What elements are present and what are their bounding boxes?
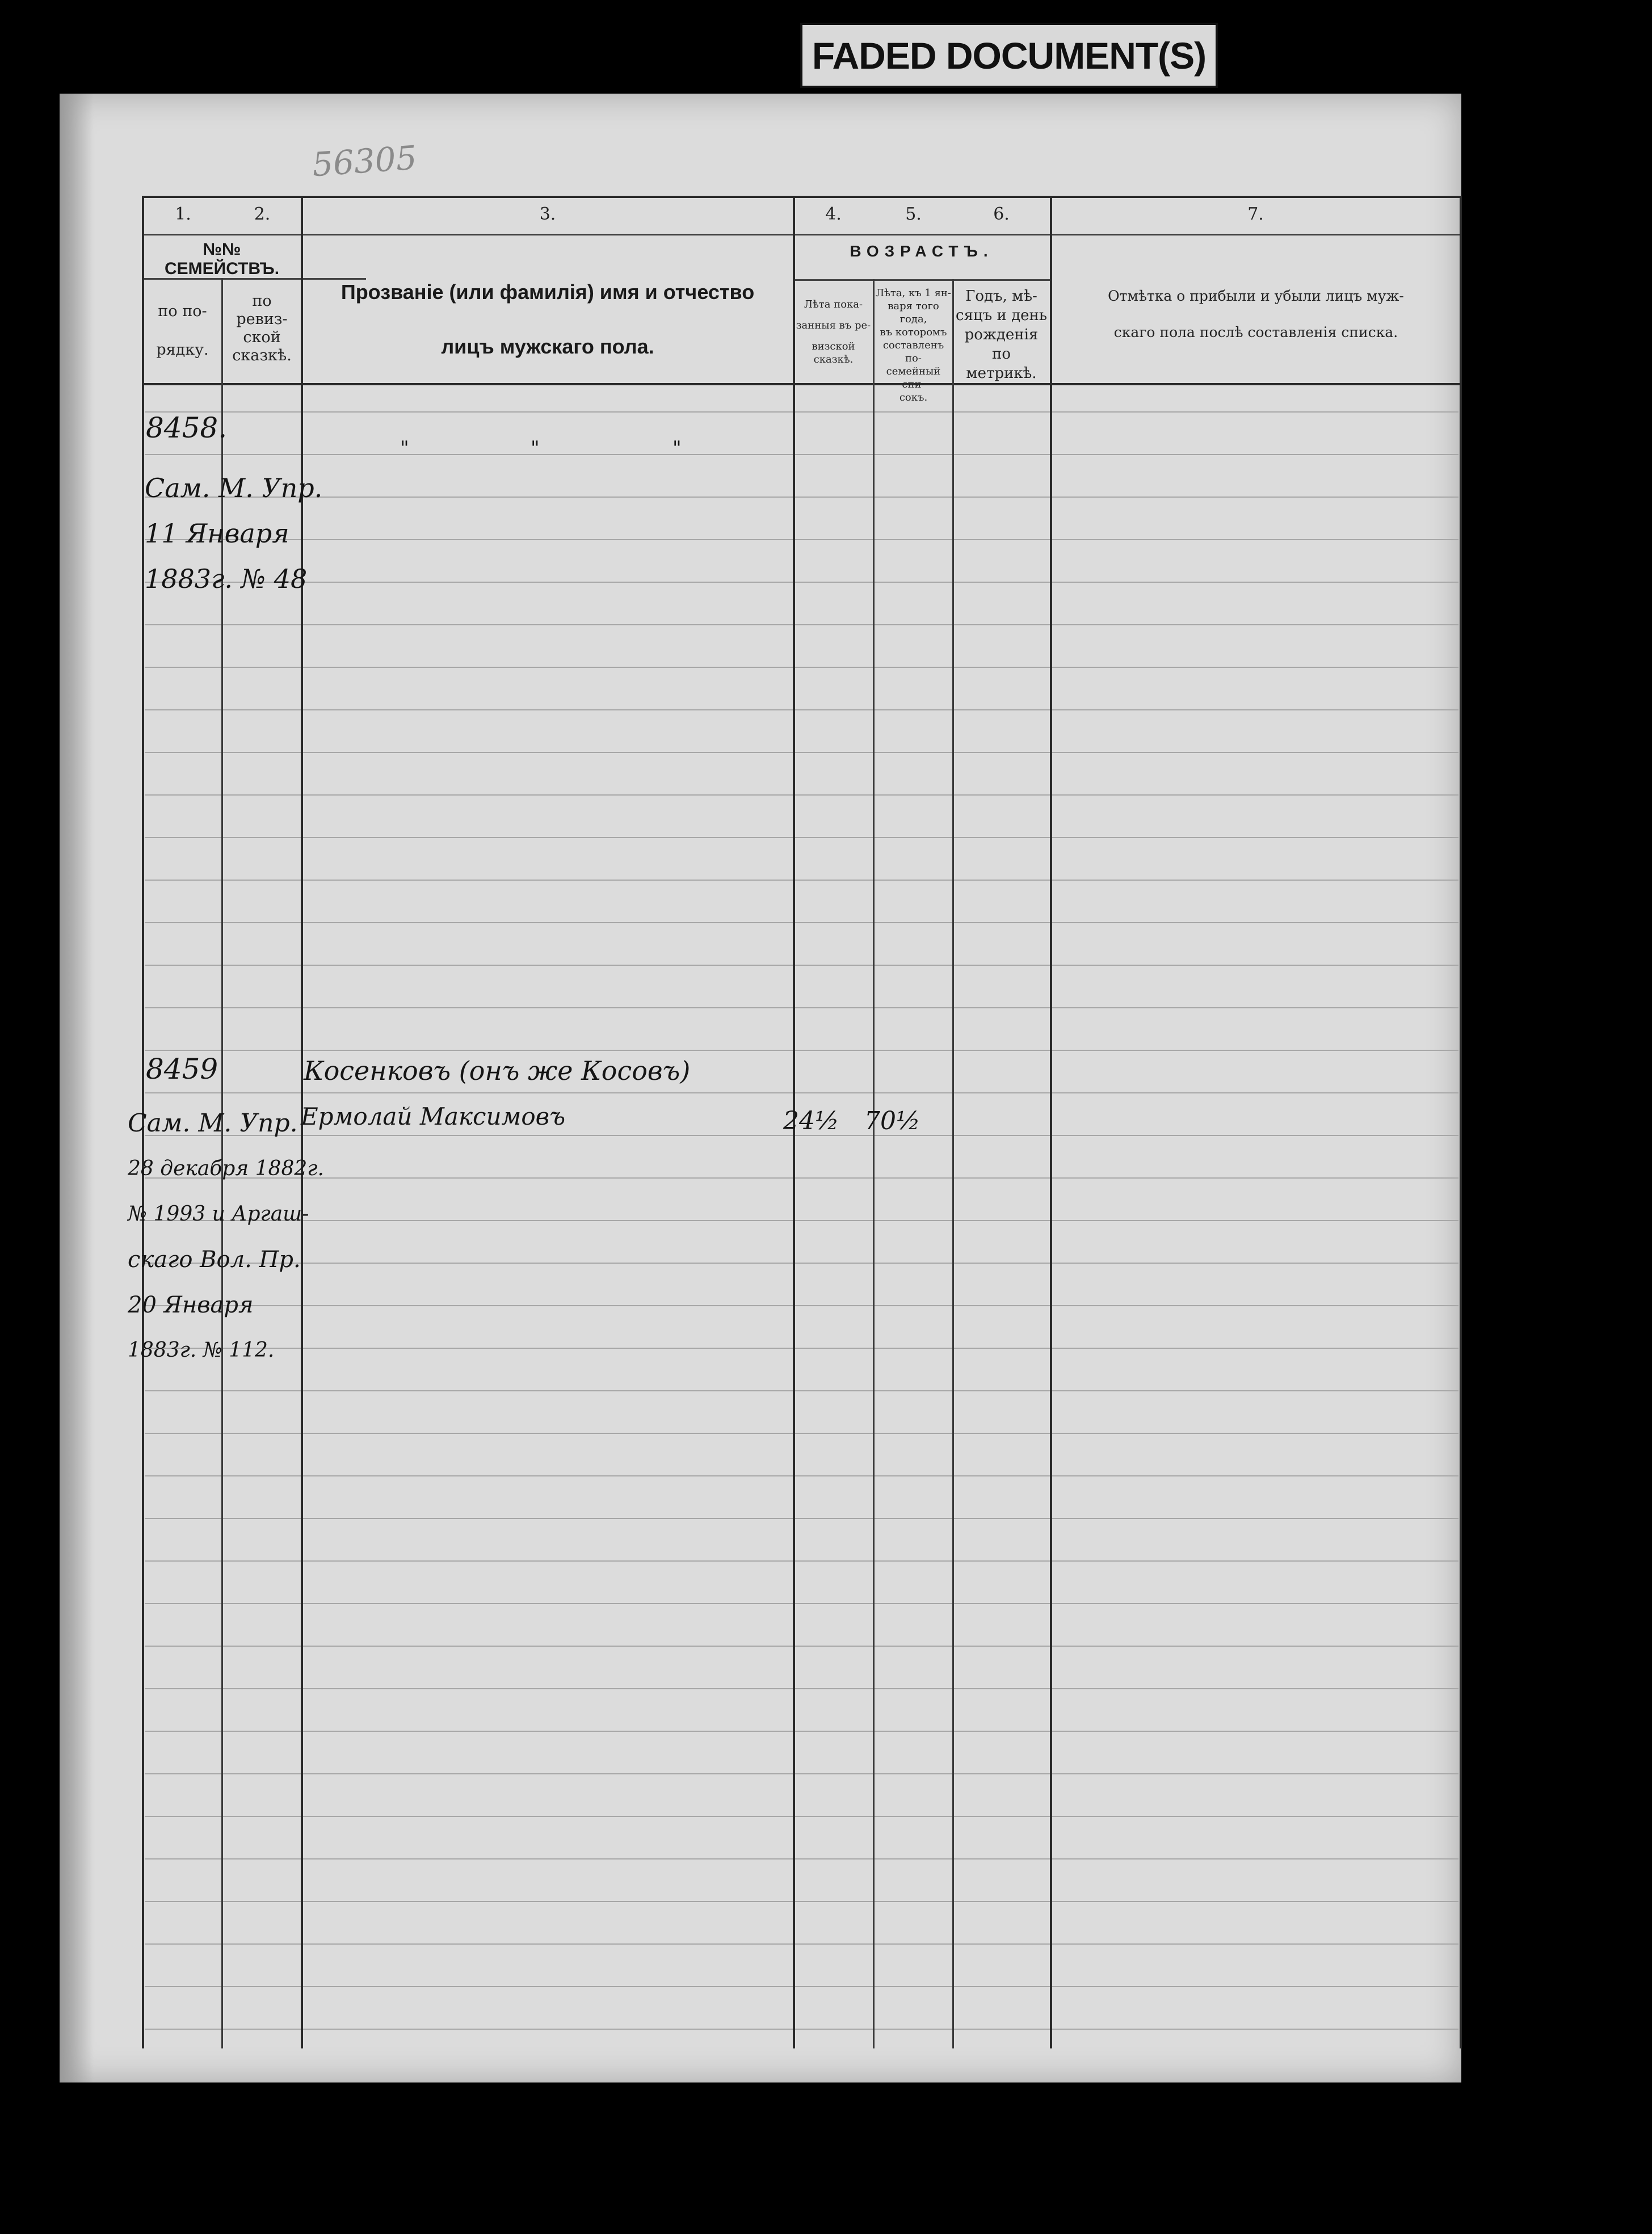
entry-source-line: 1883г. № 112. [128, 1339, 275, 1362]
entry-given-name: Ермолай Максимовъ [301, 1103, 566, 1130]
col5-header-line4: составленъ по- [882, 339, 944, 364]
header-bottom-border [142, 383, 1461, 385]
ruling-line [145, 1050, 1458, 1051]
ruling-line [145, 1858, 1458, 1859]
col1-header [145, 292, 220, 369]
ruling-line [145, 1943, 1458, 1945]
col2-header-line3: сказкѣ. [232, 347, 292, 364]
ditto-mark: " [531, 437, 540, 460]
col4-header-line2: занныя въ ре- [796, 319, 871, 331]
ruling-line [145, 1646, 1458, 1647]
ruling-line [145, 1603, 1458, 1604]
ruling-line [145, 794, 1458, 796]
col6-header-line2: сяцъ и день [956, 307, 1047, 324]
archive-number: 56305 [310, 138, 418, 184]
col6-header-line1: Годъ, мѣ- [965, 288, 1037, 305]
entry-number: 8458. [146, 411, 228, 444]
col3-header-line2: лицъ мужскаго пола. [441, 335, 654, 358]
col7-header [1054, 278, 1458, 351]
ruling-line [145, 1475, 1458, 1476]
col5-header [875, 287, 952, 404]
table-top-border [142, 196, 1461, 198]
ruling-line [145, 965, 1458, 966]
col2-header-line2: ской [243, 329, 281, 346]
col-number-3: 3. [539, 204, 556, 224]
col7-header-line1: Отмѣтка о прибыли и убыли лицъ муж- [1108, 288, 1404, 304]
ruling-line [145, 1092, 1458, 1093]
entry-source-line: 1883г. № 48 [145, 563, 308, 594]
entry-age-revision: 24½ [783, 1107, 839, 1135]
col7-right-border [1460, 196, 1462, 2048]
subheader-line [142, 234, 1461, 235]
ruling-line [145, 2029, 1458, 2030]
col1-header-line2: рядку. [156, 341, 209, 359]
ditto-mark: " [672, 437, 682, 460]
ruling-line [145, 880, 1458, 881]
col5-header-line2: варя того года, [888, 300, 939, 325]
col-number-6: 6. [993, 204, 1010, 224]
col5-header-line3: въ которомъ [880, 326, 947, 338]
age-title: ВОЗРАСТЪ. [850, 242, 994, 260]
col6-header-line3: рожденiя [964, 326, 1039, 343]
ruling-line [145, 1816, 1458, 1817]
col4-col5-divider [873, 279, 875, 2048]
entry-source [128, 1101, 366, 1373]
col7-header-line2: скаго пола послѣ составленiя списка. [1113, 324, 1398, 340]
col6-col7-divider [1050, 196, 1052, 2048]
ruling-line [145, 1731, 1458, 1732]
ruling-line [145, 667, 1458, 668]
col2-header [224, 292, 300, 365]
col2-header-line1: по ревиз- [236, 292, 288, 328]
col5-header-line6: сокъ. [899, 392, 928, 403]
census-page [60, 94, 1461, 2082]
col-number-4: 4. [825, 204, 842, 224]
ruling-line [145, 922, 1458, 923]
col-number-2: 2. [254, 204, 271, 224]
entry-source [145, 465, 343, 601]
faded-document-stamp [800, 23, 1218, 88]
families-title: №№ СЕМЕЙСТВЪ. [164, 240, 280, 278]
ruling-line [145, 1518, 1458, 1519]
ruling-line [145, 1007, 1458, 1008]
ruling-line [145, 1390, 1458, 1391]
col5-header-line1: Лѣта, къ 1 ян- [875, 287, 952, 299]
col4-header [795, 298, 872, 366]
col5-col6-divider [952, 279, 954, 2048]
col6-header [955, 287, 1048, 383]
entry-number: 8459 [146, 1053, 218, 1086]
age-divider [793, 279, 1050, 281]
col4-header-line1: Лѣта пока- [804, 298, 863, 310]
col6-header-line4: по метрикѣ. [966, 346, 1037, 382]
ruling-line [145, 709, 1458, 710]
entry-source-line: Сам. М. Упр. [128, 1109, 298, 1138]
ruling-line [145, 837, 1458, 838]
col-number-1: 1. [175, 204, 191, 224]
ruling-line [145, 1901, 1458, 1902]
ruling-line [145, 411, 1458, 413]
entry-age-current: 70½ [864, 1107, 920, 1135]
col3-header [304, 265, 792, 374]
entry-source-line: Сам. М. Упр. [145, 473, 323, 503]
entry-source-line: скаго Вол. Пр. [128, 1247, 301, 1273]
ruling-line [145, 1773, 1458, 1774]
entry-source-line: 11 Января [145, 518, 289, 549]
col4-header-line3: визской сказкѣ. [812, 340, 855, 365]
entry-source-line: 28 декабря 1882г. [128, 1157, 324, 1180]
entry-surname: Косенковъ (онъ же Косовъ) [304, 1055, 691, 1086]
ditto-mark: " [400, 437, 409, 460]
ruling-line [145, 752, 1458, 753]
col3-header-line1: Прозванiе (или фамилiя) имя и отчество [341, 280, 755, 304]
col-number-7: 7. [1247, 204, 1264, 224]
ruling-line [145, 1986, 1458, 1987]
entry-source-line: 20 Января [128, 1292, 254, 1318]
ruling-line [145, 454, 1458, 455]
ruling-line [145, 1433, 1458, 1434]
col1-header-line1: по по- [158, 302, 207, 320]
stamp-label: FADED DOCUMENT(S) [812, 34, 1207, 77]
col5-header-line5: семейный спи- [886, 365, 941, 390]
entry-source-line: № 1993 и Аргаш- [128, 1202, 309, 1226]
ruling-line [145, 1560, 1458, 1562]
ruling-line [145, 624, 1458, 625]
ruling-line [145, 1688, 1458, 1689]
col-number-5: 5. [905, 204, 922, 224]
